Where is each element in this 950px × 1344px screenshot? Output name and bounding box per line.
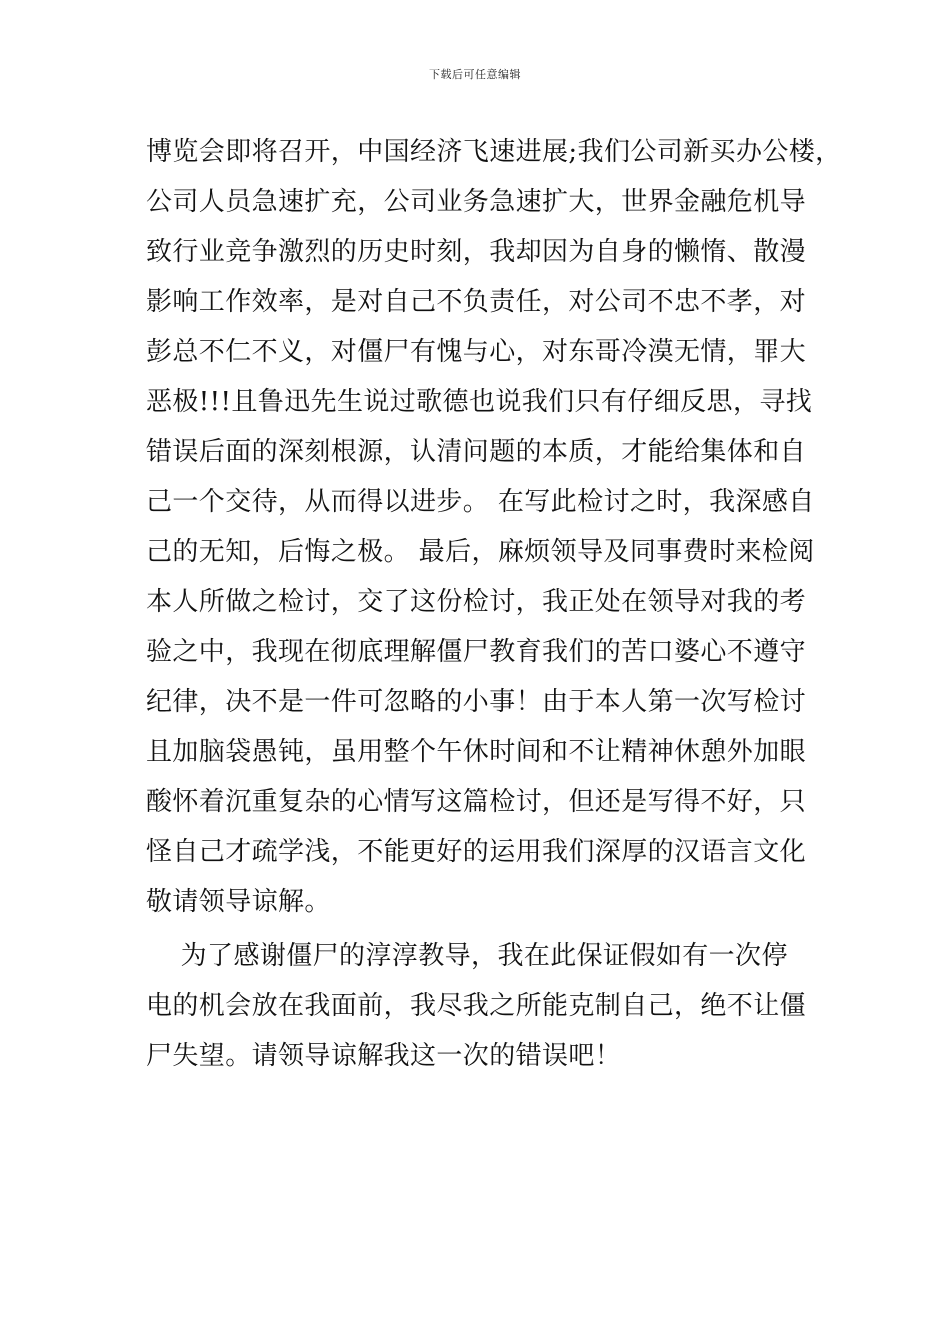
- text-line: 怪自己才疏学浅，不能更好的运用我们深厚的汉语言文化: [146, 837, 807, 867]
- header-note: 下载后可任意编辑: [429, 68, 521, 81]
- text-line: 验之中，我现在彻底理解僵尸教育我们的苦口婆心不遵守: [146, 637, 807, 667]
- text-line: 酸怀着沉重复杂的心情写这篇检讨，但还是写得不好，只: [146, 787, 807, 817]
- text-line: 恶极!!!且鲁迅先生说过歌德也说我们只有仔细反思，寻找: [146, 387, 813, 417]
- text-line: 彭总不仁不义，对僵尸有愧与心，对东哥冷漠无情，罪大: [146, 337, 807, 367]
- text-line: 本人所做之检讨，交了这份检讨，我正处在领导对我的考: [146, 587, 807, 617]
- text-line: 敬请领导谅解。: [146, 887, 331, 917]
- text-line: 纪律，决不是一件可忽略的小事！由于本人第一次写检讨: [146, 687, 807, 717]
- text-line: 致行业竞争激烈的历史时刻，我却因为自身的懒惰、散漫: [146, 237, 807, 267]
- text-line: 己的无知，后悔之极。 最后，麻烦领导及同事费时来检阅: [146, 537, 815, 567]
- text-line: 公司人员急速扩充，公司业务急速扩大，世界金融危机导: [146, 187, 807, 217]
- text-line: 己一个交待，从而得以进步。 在写此检讨之时，我深感自: [146, 487, 815, 517]
- text-line: 错误后面的深刻根源，认清问题的本质，才能给集体和自: [146, 437, 807, 467]
- text-line: 影响工作效率，是对自己不负责任，对公司不忠不孝，对: [146, 287, 807, 317]
- text-line: 电的机会放在我面前，我尽我之所能克制自己，绝不让僵: [146, 991, 807, 1021]
- text-line: 尸失望。请领导谅解我这一次的错误吧！: [146, 1041, 622, 1071]
- text-line: 且加脑袋愚钝，虽用整个午休时间和不让精神休憩外加眼: [146, 737, 807, 767]
- text-line: 为了感谢僵尸的淳淳教导，我在此保证假如有一次停: [146, 941, 788, 971]
- document-body: [146, 127, 842, 1081]
- text-line: 博览会即将召开，中国经济飞速进展;我们公司新买办公楼，: [146, 137, 842, 167]
